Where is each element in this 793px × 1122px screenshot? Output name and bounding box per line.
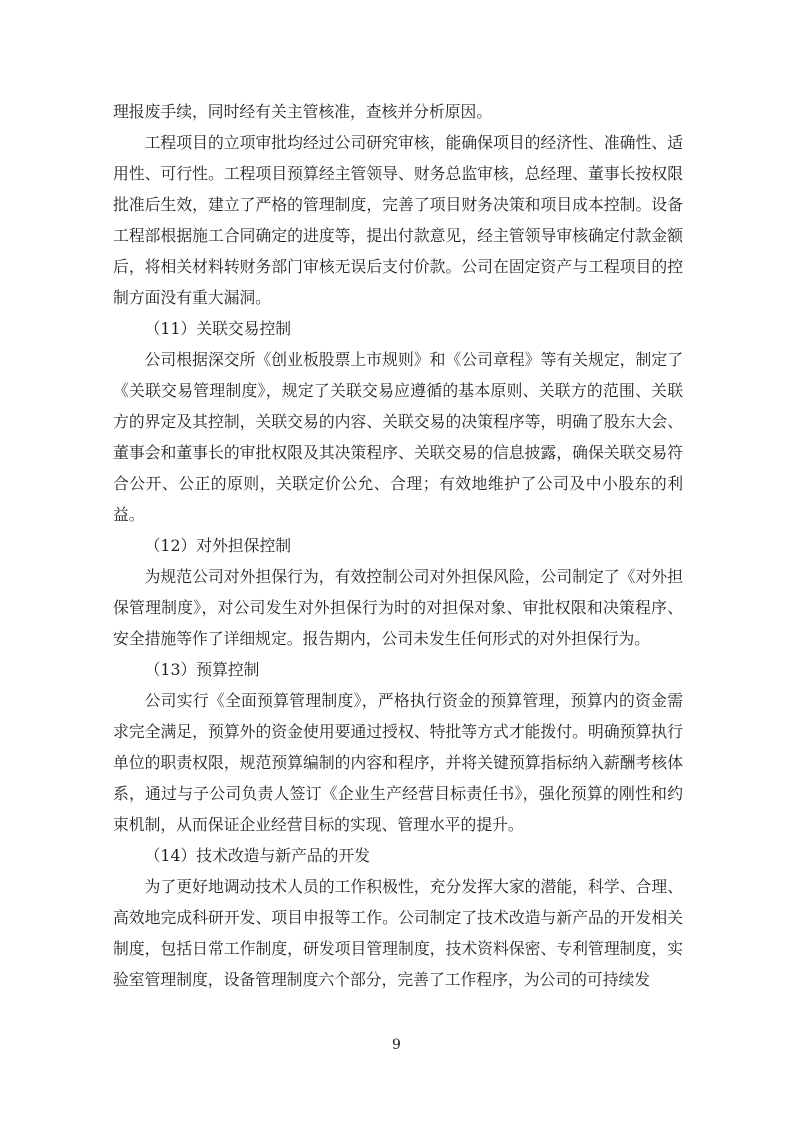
heading-related-transactions: （11）关联交易控制 [144,319,292,338]
heading-external-guarantee: （12）对外担保控制 [144,536,292,555]
heading-budget-control: （13）预算控制 [144,660,260,679]
page-number: 9 [392,1037,401,1053]
document-body [113,96,683,995]
paragraph-fixed-assets-control: 工程项目的立项审批均经过公司研究审核，能确保项目的经济性、准确性、适用性、可行性。工程项目预算经主管领导、财务总监审核，总经理、董事长按权限批准后生效，建立了严格的管理制度，完善了项目财务决策和项目成本控制。设备工程部根据施工合同确定的进度等，提出付款意见，经主管领导审核确定付款金额后，将相关材料转财务部门审核无误后支付价款。公司在固定资产与工程项目的控制方面没有重大漏洞。 [113,133,683,307]
paragraph-budget-control: 公司实行《全面预算管理制度》，严格执行资金的预算管理，预算内的资金需求完全满足，预算外的资金使用要通过授权、特批等方式才能拨付。明确预算执行单位的职责权限，规范预算编制的内容和程序，并将关键预算指标纳入薪酬考核体系，通过与子公司负责人签订《企业生产经营目标责任书》，强化预算的刚性和约束机制，从而保证企业经营目标的实现、管理水平的提升。 [113,691,683,834]
paragraph-related-transactions: 公司根据深交所《创业板股票上市规则》和《公司章程》等有关规定，制定了《关联交易管理制度》，规定了关联交易应遵循的基本原则、关联方的范围、关联方的界定及其控制，关联交易的内容、关联交易的决策程序等，明确了股东大会、董事会和董事长的审批权限及其决策程序、关联交易的信息披露，确保关联交易符合公开、公正的原则，关联定价公允、合理；有效地维护了公司及中小股东的利益。 [113,350,683,524]
paragraph-tech-development: 为了更好地调动技术人员的工作积极性，充分发挥大家的潜能，科学、合理、高效地完成科研开发、项目申报等工作。公司制定了技术改造与新产品的开发相关制度，包括日常工作制度，研发项目管理制度，技术资料保密、专利管理制度，实验室管理制度，设备管理制度六个部分，完善了工作程序，为公司的可持续发 [113,877,683,989]
paragraph-external-guarantee: 为规范公司对外担保行为，有效控制公司对外担保风险，公司制定了《对外担保管理制度》，对公司发生对外担保行为时的对担保对象、审批权限和决策程序、安全措施等作了详细规定。报告期内，公司未发生任何形式的对外担保行为。 [113,567,683,648]
heading-tech-development: （14）技术改造与新产品的开发 [144,846,371,865]
paragraph-continuation: 理报废手续，同时经有关主管核准，查核并分析原因。 [113,102,493,121]
